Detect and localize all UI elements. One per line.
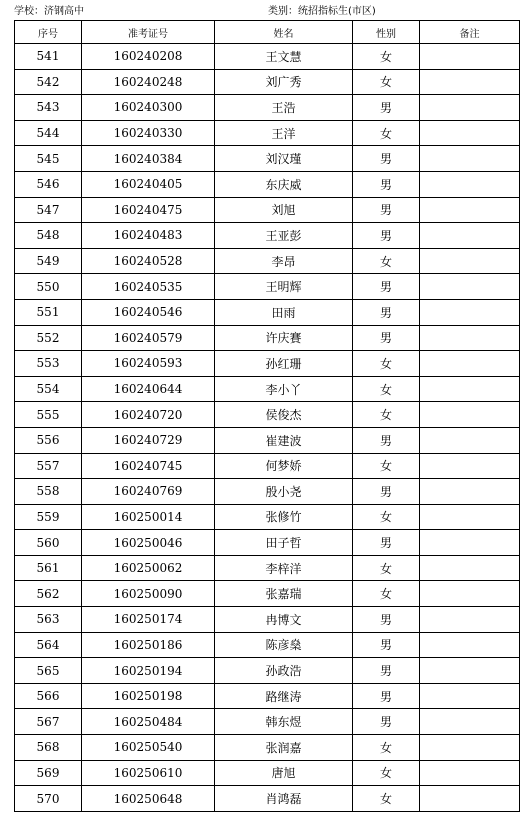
cell-seq: 564	[15, 632, 82, 658]
student-list-table	[14, 20, 520, 812]
cell-name: 张嘉瑞	[215, 581, 353, 607]
cell-seq: 561	[15, 555, 82, 581]
cell-gender: 女	[353, 555, 420, 581]
table-row	[15, 248, 520, 274]
table-row	[15, 735, 520, 761]
table-row	[15, 427, 520, 453]
cell-gender: 男	[353, 95, 420, 121]
table-row	[15, 530, 520, 556]
cell-name: 王明辉	[215, 274, 353, 300]
cell-name: 刘汉瑾	[215, 146, 353, 172]
cell-exam-id: 160250186	[82, 632, 215, 658]
cell-remarks	[420, 274, 520, 300]
cell-remarks	[420, 299, 520, 325]
cell-exam-id: 160240528	[82, 248, 215, 274]
cell-seq: 566	[15, 683, 82, 709]
cell-seq: 547	[15, 197, 82, 223]
cell-seq: 543	[15, 95, 82, 121]
cell-exam-id: 160240384	[82, 146, 215, 172]
cell-name: 李昂	[215, 248, 353, 274]
table-body	[15, 44, 520, 812]
cell-exam-id: 160250174	[82, 607, 215, 633]
column-header-exam-id: 准考证号	[82, 21, 215, 44]
cell-seq: 546	[15, 171, 82, 197]
cell-seq: 568	[15, 735, 82, 761]
cell-seq: 555	[15, 402, 82, 428]
cell-exam-id: 160250540	[82, 735, 215, 761]
cell-seq: 550	[15, 274, 82, 300]
cell-gender: 女	[353, 453, 420, 479]
cell-exam-id: 160240593	[82, 351, 215, 377]
table-row	[15, 555, 520, 581]
column-header-name: 姓名	[215, 21, 353, 44]
cell-exam-id: 160240769	[82, 479, 215, 505]
cell-seq: 541	[15, 44, 82, 70]
cell-remarks	[420, 427, 520, 453]
cell-gender: 女	[353, 120, 420, 146]
cell-remarks	[420, 479, 520, 505]
cell-remarks	[420, 607, 520, 633]
cell-exam-id: 160240248	[82, 69, 215, 95]
cell-gender: 男	[353, 223, 420, 249]
cell-gender: 男	[353, 274, 420, 300]
cell-remarks	[420, 69, 520, 95]
cell-seq: 545	[15, 146, 82, 172]
cell-name: 王文慧	[215, 44, 353, 70]
cell-remarks	[420, 197, 520, 223]
cell-gender: 男	[353, 171, 420, 197]
cell-exam-id: 160250484	[82, 709, 215, 735]
cell-gender: 男	[353, 683, 420, 709]
cell-gender: 女	[353, 760, 420, 786]
table-row	[15, 683, 520, 709]
cell-exam-id: 160240405	[82, 171, 215, 197]
cell-seq: 560	[15, 530, 82, 556]
cell-remarks	[420, 530, 520, 556]
school-label: 学校：济钢高中	[14, 6, 84, 17]
cell-gender: 女	[353, 504, 420, 530]
cell-name: 殷小尧	[215, 479, 353, 505]
table-row	[15, 197, 520, 223]
cell-exam-id: 160240729	[82, 427, 215, 453]
table-row	[15, 351, 520, 377]
table-row	[15, 581, 520, 607]
cell-remarks	[420, 581, 520, 607]
cell-exam-id: 160250198	[82, 683, 215, 709]
cell-exam-id: 160250046	[82, 530, 215, 556]
cell-seq: 544	[15, 120, 82, 146]
cell-exam-id: 160250648	[82, 786, 215, 812]
cell-name: 孙红珊	[215, 351, 353, 377]
cell-exam-id: 160250610	[82, 760, 215, 786]
table-row	[15, 453, 520, 479]
cell-exam-id: 160240208	[82, 44, 215, 70]
cell-name: 肖鸿磊	[215, 786, 353, 812]
cell-name: 李小丫	[215, 376, 353, 402]
cell-gender: 女	[353, 786, 420, 812]
cell-seq: 562	[15, 581, 82, 607]
cell-exam-id: 160240579	[82, 325, 215, 351]
cell-seq: 569	[15, 760, 82, 786]
cell-remarks	[420, 658, 520, 684]
cell-name: 崔建波	[215, 427, 353, 453]
cell-name: 陈彦燊	[215, 632, 353, 658]
table-row	[15, 607, 520, 633]
cell-gender: 女	[353, 376, 420, 402]
cell-seq: 563	[15, 607, 82, 633]
cell-name: 张润嘉	[215, 735, 353, 761]
column-header-remarks: 备注	[420, 21, 520, 44]
cell-name: 冉博文	[215, 607, 353, 633]
cell-name: 侯俊杰	[215, 402, 353, 428]
cell-remarks	[420, 223, 520, 249]
cell-exam-id: 160250062	[82, 555, 215, 581]
cell-gender: 女	[353, 351, 420, 377]
cell-name: 张修竹	[215, 504, 353, 530]
cell-exam-id: 160240483	[82, 223, 215, 249]
cell-exam-id: 160250090	[82, 581, 215, 607]
cell-remarks	[420, 351, 520, 377]
table-row	[15, 325, 520, 351]
cell-name: 唐旭	[215, 760, 353, 786]
cell-name: 刘旭	[215, 197, 353, 223]
table-header	[15, 21, 520, 44]
cell-seq: 567	[15, 709, 82, 735]
cell-remarks	[420, 760, 520, 786]
cell-remarks	[420, 120, 520, 146]
cell-gender: 女	[353, 69, 420, 95]
table-row	[15, 786, 520, 812]
cell-remarks	[420, 376, 520, 402]
table-row	[15, 69, 520, 95]
cell-gender: 男	[353, 146, 420, 172]
cell-remarks	[420, 504, 520, 530]
cell-remarks	[420, 402, 520, 428]
column-header-seq: 序号	[15, 21, 82, 44]
cell-seq: 548	[15, 223, 82, 249]
cell-gender: 女	[353, 44, 420, 70]
cell-exam-id: 160240745	[82, 453, 215, 479]
table-row	[15, 709, 520, 735]
category-label: 类别：统招指标生(市区)	[268, 6, 376, 17]
cell-exam-id: 160250194	[82, 658, 215, 684]
cell-exam-id: 160250014	[82, 504, 215, 530]
cell-seq: 552	[15, 325, 82, 351]
cell-exam-id: 160240720	[82, 402, 215, 428]
cell-seq: 558	[15, 479, 82, 505]
table-row	[15, 632, 520, 658]
cell-remarks	[420, 709, 520, 735]
table-row	[15, 120, 520, 146]
cell-gender: 男	[353, 530, 420, 556]
table-row	[15, 299, 520, 325]
cell-seq: 570	[15, 786, 82, 812]
cell-name: 韩东煜	[215, 709, 353, 735]
table-row	[15, 658, 520, 684]
cell-exam-id: 160240300	[82, 95, 215, 121]
cell-name: 李梓洋	[215, 555, 353, 581]
cell-remarks	[420, 95, 520, 121]
table-row	[15, 479, 520, 505]
table-row	[15, 223, 520, 249]
cell-gender: 男	[353, 325, 420, 351]
table-row	[15, 760, 520, 786]
cell-remarks	[420, 248, 520, 274]
cell-gender: 男	[353, 607, 420, 633]
cell-gender: 男	[353, 299, 420, 325]
table-row	[15, 402, 520, 428]
column-header-gender: 性别	[353, 21, 420, 44]
cell-gender: 女	[353, 248, 420, 274]
cell-name: 王浩	[215, 95, 353, 121]
cell-remarks	[420, 453, 520, 479]
cell-remarks	[420, 683, 520, 709]
document-header	[14, 4, 519, 20]
cell-name: 东庆威	[215, 171, 353, 197]
cell-gender: 男	[353, 427, 420, 453]
cell-gender: 女	[353, 402, 420, 428]
cell-seq: 549	[15, 248, 82, 274]
cell-gender: 男	[353, 479, 420, 505]
table-header-row	[15, 21, 520, 44]
cell-exam-id: 160240475	[82, 197, 215, 223]
cell-name: 许庆賽	[215, 325, 353, 351]
cell-seq: 565	[15, 658, 82, 684]
cell-gender: 男	[353, 709, 420, 735]
cell-name: 田雨	[215, 299, 353, 325]
cell-remarks	[420, 735, 520, 761]
table-row	[15, 376, 520, 402]
table-row	[15, 504, 520, 530]
cell-gender: 男	[353, 658, 420, 684]
cell-remarks	[420, 146, 520, 172]
cell-seq: 557	[15, 453, 82, 479]
cell-seq: 551	[15, 299, 82, 325]
cell-remarks	[420, 171, 520, 197]
cell-exam-id: 160240644	[82, 376, 215, 402]
cell-seq: 542	[15, 69, 82, 95]
cell-name: 路继涛	[215, 683, 353, 709]
table-row	[15, 274, 520, 300]
cell-exam-id: 160240535	[82, 274, 215, 300]
table-row	[15, 44, 520, 70]
table-row	[15, 171, 520, 197]
cell-remarks	[420, 44, 520, 70]
cell-name: 孙政浩	[215, 658, 353, 684]
cell-seq: 556	[15, 427, 82, 453]
table-row	[15, 95, 520, 121]
cell-gender: 男	[353, 197, 420, 223]
cell-name: 刘广秀	[215, 69, 353, 95]
cell-seq: 559	[15, 504, 82, 530]
table-row	[15, 146, 520, 172]
cell-seq: 554	[15, 376, 82, 402]
cell-gender: 女	[353, 581, 420, 607]
cell-gender: 男	[353, 632, 420, 658]
cell-gender: 女	[353, 735, 420, 761]
cell-remarks	[420, 555, 520, 581]
cell-remarks	[420, 786, 520, 812]
cell-exam-id: 160240546	[82, 299, 215, 325]
cell-name: 王洋	[215, 120, 353, 146]
cell-remarks	[420, 325, 520, 351]
cell-exam-id: 160240330	[82, 120, 215, 146]
cell-seq: 553	[15, 351, 82, 377]
cell-name: 何梦娇	[215, 453, 353, 479]
cell-name: 王亚彭	[215, 223, 353, 249]
cell-name: 田子哲	[215, 530, 353, 556]
cell-remarks	[420, 632, 520, 658]
